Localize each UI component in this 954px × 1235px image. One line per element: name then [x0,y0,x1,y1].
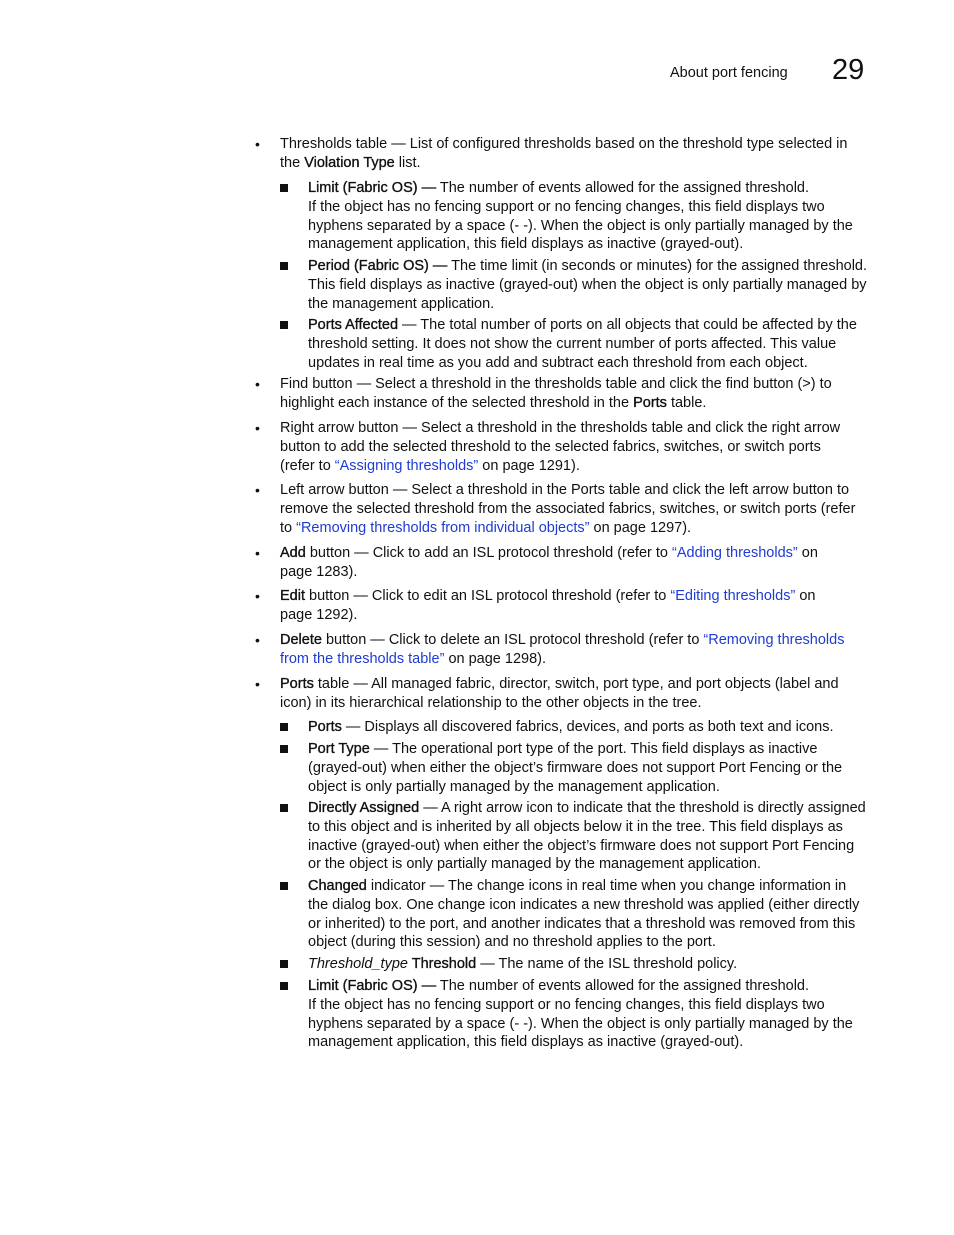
body-text: page 1292). [280,606,358,623]
square-bullet-marker [280,882,288,890]
body-text: button — Click to delete an ISL protocol threshold (refer to [321,632,704,648]
text-line [308,217,870,236]
text-line [280,631,868,650]
square-bullet-marker [280,804,288,812]
text-line [308,915,870,934]
body-text: table — All managed fabric, director, switch, port type, and port objects (label and [313,676,839,692]
body-text: to [280,519,297,536]
bullet-marker: • [255,376,260,392]
cross-reference-link[interactable]: from the thresholds table” [280,650,445,667]
body-text: or the object is only partially managed by the management application. [308,856,761,873]
text-line [308,896,870,915]
bold-term: Period (Fabric OS) — [308,258,448,274]
bullet-marker: • [255,588,260,604]
cross-reference-link[interactable]: “Assigning thresholds” [334,457,479,474]
body-text: list. [394,154,421,171]
body-text: table. [666,394,707,411]
text-line [280,500,868,519]
sub-bullet-item [308,718,870,737]
bullet-marker: • [255,632,260,648]
body-text: — The total number of ports on all objects that could be affected by the [398,317,857,333]
body-text: icon) in its hierarchical relationship to the other objects in the tree. [280,694,702,711]
body-text: the dialog box. One change icon indicates a new threshold was applied (either directly [308,896,860,913]
text-line [280,694,868,713]
bold-term: Limit (Fabric OS) — [308,180,437,196]
bullet-item [255,675,868,713]
sub-bullet-item [308,257,870,313]
text-line [280,519,868,538]
bold-term: Port Type [308,741,370,757]
body-text: on page 1298). [444,650,547,667]
body-text: indicator — The change icons in real time when you change information in [366,878,847,894]
body-text: Find button — Select a threshold in the thresholds table and click the find button (>) to [280,376,832,392]
text-line [308,877,870,896]
body-text: Left arrow button — Select a threshold in the Ports table and click the left arrow button to [280,482,850,498]
bullet-marker: • [255,482,260,498]
text-line [308,855,870,874]
text-line [308,778,870,797]
square-bullet-marker [280,321,288,329]
square-bullet-marker [280,184,288,192]
body-text: updates in real time as you add and subtract each threshold from each object. [308,354,808,371]
text-line [280,563,868,582]
text-line [308,257,870,276]
body-text: — Displays all discovered fabrics, devices, and ports as both text and icons. [341,719,834,735]
cross-reference-link[interactable]: “Removing thresholds from individual objects” [296,519,590,536]
text-line [308,235,870,254]
text-line [308,1015,870,1034]
text-line [280,135,868,154]
running-section-title: About port fencing [670,65,788,81]
bold-term: Delete [280,632,322,648]
square-bullet-marker [280,745,288,753]
bullet-item [255,544,868,582]
sub-bullet-item [308,179,870,254]
body-text: or inherited) to the port, and another indicates that a threshold was removed from this [308,915,856,932]
text-line [308,933,870,952]
body-text: This field displays as inactive (grayed-out) when the object is only partially managed by [308,276,867,293]
body-text: The number of events allowed for the assigned threshold. [436,180,810,196]
bold-term: Ports [308,719,342,735]
cross-reference-link[interactable]: “Removing thresholds [703,632,845,648]
text-line [308,295,870,314]
text-line [280,154,868,173]
body-text: button — Click to edit an ISL protocol threshold (refer to [305,588,671,604]
body-text: threshold setting. It does not show the current number of ports affected. This value [308,335,837,352]
text-line [308,799,870,818]
bullet-marker: • [255,545,260,561]
body-text: the management application. [308,295,495,312]
text-line [308,996,870,1015]
text-line [280,438,868,457]
body-text: If the object has no fencing support or no fencing changes, this field displays two [308,198,825,215]
bullet-item [255,375,868,413]
body-text: management application, this field displays as inactive (grayed-out). [308,1034,744,1051]
body-text: remove the selected threshold from the associated fabrics, switches, or switch ports (refer [280,500,856,517]
bold-term: Add [280,545,306,561]
square-bullet-marker [280,262,288,270]
text-line [308,354,870,373]
text-line [308,740,870,759]
text-line [280,375,868,394]
body-text: If the object has no fencing support or no fencing changes, this field displays two [308,996,825,1013]
bold-term: Changed [308,878,367,894]
text-line [280,457,868,476]
sub-bullet-item [308,799,870,874]
text-line [308,955,870,974]
sub-bullet-item [308,877,870,952]
body-text: Thresholds table — List of configured thresholds based on the threshold type selected in [280,136,848,152]
sub-bullet-item [308,977,870,1052]
body-text: — The operational port type of the port. This field displays as inactive [369,741,818,757]
bullet-marker: • [255,676,260,692]
body-text: page 1283). [280,563,358,580]
body-text: object is only partially managed by the management application. [308,778,720,795]
text-line [280,650,868,669]
body-text: Right arrow button — Select a threshold in the thresholds table and click the right arrow [280,420,841,436]
text-line [308,179,870,198]
body-text: button — Click to add an ISL protocol threshold (refer to [305,545,672,561]
italic-term: Threshold_type [308,956,408,972]
body-text: object (during this session) and no threshold applies to the port. [308,934,716,951]
body-text: on page 1291). [478,457,580,474]
body-text: (refer to [280,457,335,474]
bullet-item [255,631,868,669]
text-line [280,587,868,606]
bold-term: Ports [633,394,667,411]
text-line [280,394,868,413]
body-text: highlight each instance of the selected threshold in the [280,394,634,411]
bullet-marker: • [255,420,260,436]
body-text: on [797,545,818,561]
sub-bullet-item [308,740,870,796]
text-line [280,675,868,694]
text-line [308,837,870,856]
body-text: inactive (grayed-out) when either the object’s firmware does not support Port Fencing [308,837,855,854]
text-line [308,977,870,996]
body-text: to this object and is inherited by all objects below it in the tree. This field displays as [308,818,843,835]
square-bullet-marker [280,960,288,968]
bullet-item [255,587,868,625]
sub-bullet-item [308,316,870,372]
body-text: on page 1297). [589,519,692,536]
text-line [308,818,870,837]
bold-term: Directly Assigned [308,800,420,816]
square-bullet-marker [280,982,288,990]
body-text: on [795,588,816,604]
text-line [308,198,870,217]
bold-term: Ports Affected [308,317,399,333]
body-text: management application, this field displays as inactive (grayed-out). [308,236,744,253]
cross-reference-link[interactable]: “Adding thresholds” [672,545,798,561]
cross-reference-link[interactable]: “Editing thresholds” [670,588,796,604]
page-header [0,0,954,100]
body-text: The time limit (in seconds or minutes) for the assigned threshold. [447,258,868,274]
body-text: hyphens separated by a space (- -). When the object is only partially managed by the [308,1015,853,1032]
text-line [280,544,868,563]
text-line [308,1033,870,1052]
bullet-marker: • [255,136,260,152]
sub-bullet-item [308,955,870,974]
body-text: The number of events allowed for the assigned threshold. [436,978,810,994]
bold-term: Ports [280,676,314,692]
bullet-item [255,135,868,173]
bullet-item [255,419,868,475]
square-bullet-marker [280,723,288,731]
bullet-item [255,481,868,537]
text-line [308,276,870,295]
text-line [280,419,868,438]
chapter-number: 29 [832,54,865,86]
body-text: the [280,154,305,171]
text-line [308,759,870,778]
text-line [280,481,868,500]
body-text: hyphens separated by a space (- -). When the object is only partially managed by the [308,217,853,234]
bold-term: Edit [280,588,305,604]
text-line [280,606,868,625]
body-text: — A right arrow icon to indicate that the threshold is directly assigned [419,800,866,816]
bold-term: Violation Type [304,154,395,171]
text-line [308,335,870,354]
body-text: button to add the selected threshold to the selected fabrics, switches, or switch ports [280,438,821,455]
body-text: (grayed-out) when either the object’s firmware does not support Port Fencing or the [308,759,843,776]
bold-term: Threshold [411,956,477,972]
body-text: — The name of the ISL threshold policy. [476,956,738,972]
text-line [308,718,870,737]
text-line [308,316,870,335]
bold-term: Limit (Fabric OS) — [308,978,437,994]
